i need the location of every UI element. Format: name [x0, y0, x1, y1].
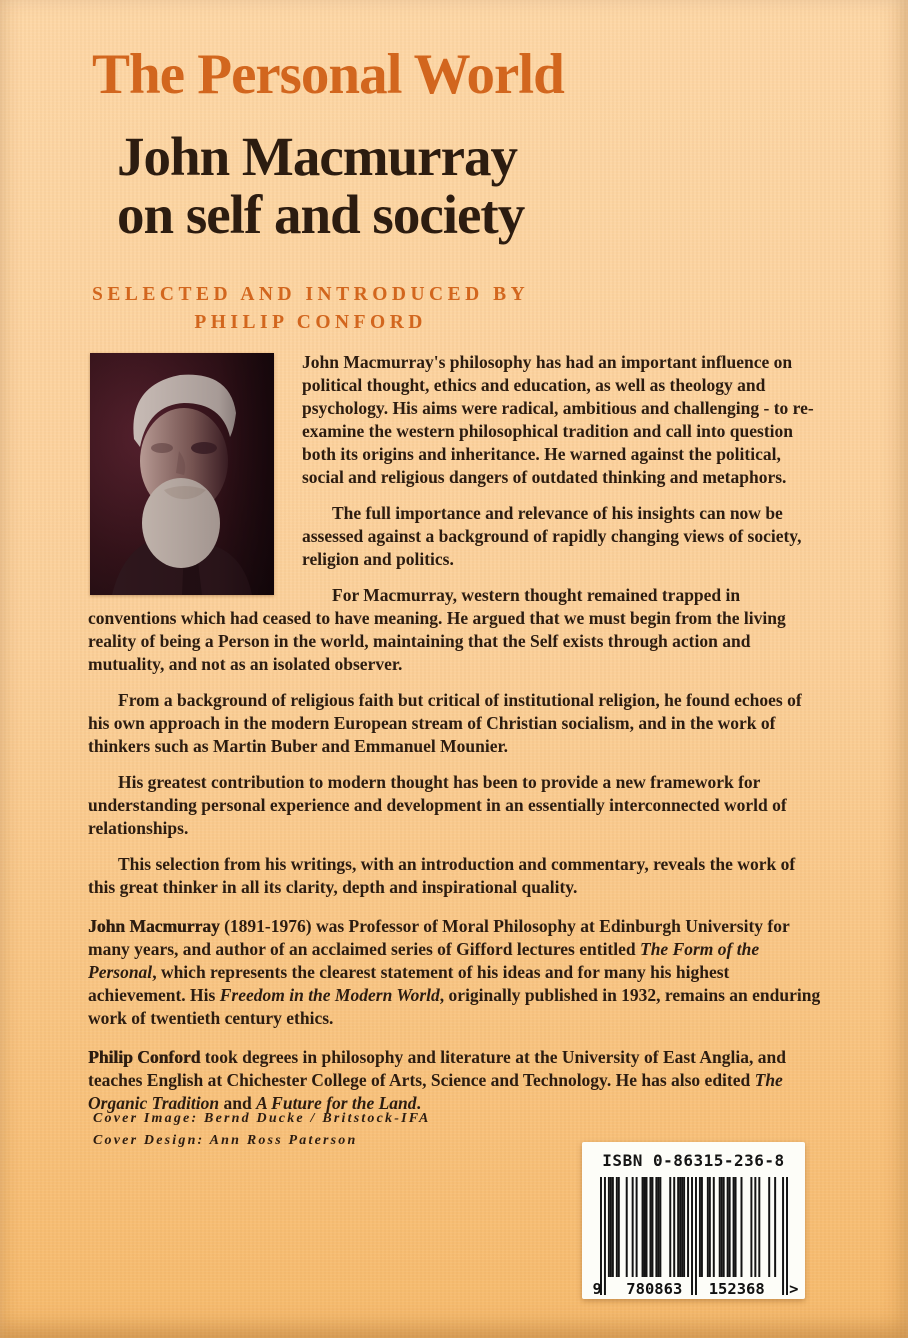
blurb-paragraph-3: For Macmurray, western thought remained trapped in conventions which had ceased to have meaning. He argued that we must begin from the living reality of being a Person in the world, maintaining that the Self exists through action and mutuality, and not as an isolated observer.: [88, 585, 786, 674]
blurb-paragraph-4: From a background of religious faith but critical of institutional religion, he found echoes of his own approach in the modern European stream of Christian socialism, and in the work of thinkers such as Martin Buber and Emmanuel Mounier.: [88, 690, 802, 756]
bio-text-segment: Philip Conford: [88, 1047, 201, 1067]
series-title: The Personal World: [92, 43, 564, 106]
credits: [93, 1108, 431, 1153]
barcode-digit-group-3: 152368: [708, 1279, 765, 1298]
byline-line2: PHILIP CONFORD: [194, 312, 427, 334]
barcode-trailer: >: [789, 1279, 799, 1298]
bio-text-segment: The Organic Tradition: [88, 1070, 783, 1113]
blurb-section: [88, 351, 824, 1115]
byline-line1: SELECTED AND INTRODUCED BY: [92, 284, 530, 305]
bio-text-segment: A Future for the Land: [256, 1093, 417, 1113]
author-bio-macmurray: [88, 915, 824, 1030]
cover-image-credit: Cover Image: Bernd Ducke / Britstock-IFA: [93, 1111, 431, 1126]
barcode-digit-group-1: 9: [592, 1279, 602, 1298]
editor-bio-conford: [88, 1046, 824, 1115]
author-photo: [90, 353, 274, 595]
byline: [92, 281, 529, 338]
blurb-paragraph-2: The full importance and relevance of his insights can now be assessed against a background of rapidly changing views of society, religion and politics.: [302, 503, 802, 569]
bio-text-segment: .: [416, 1093, 421, 1113]
bio-text-segment: The Form of the Personal: [88, 939, 760, 982]
ean13-barcode: [592, 1177, 799, 1298]
author-portrait-illustration: [90, 353, 274, 595]
bio-text-segment: took degrees in philosophy and literature at the University of East Anglia, and teaches English at Chichester College of Arts, Science and Technology. He has also edited: [88, 1047, 786, 1090]
cover-design-credit: Cover Design: Ann Ross Paterson: [93, 1133, 358, 1149]
bio-text-segment: (1891-1976) was Professor of Moral Philosophy at Edinburgh University for many years, and author of an acclaimed series of Gifford lectures entitled: [88, 916, 790, 959]
book-title-line2: on self and society: [117, 184, 525, 246]
barcode-bars: [600, 1177, 788, 1295]
isbn-panel: [582, 1142, 805, 1299]
blurb-paragraph-1: John Macmurray's philosophy has had an important influence on political thought, ethics and education, as well as theology and psychology. His aims were radical, ambitious and challenging - to re-examine the western philosophical tradition and call into question both its origins and inheritance. He warned against the political, social and religious dangers of outdated thinking and metaphors.: [302, 352, 814, 487]
isbn-label: ISBN 0-86315-236-8: [602, 1151, 785, 1170]
barcode-digit-group-2: 780863: [626, 1279, 683, 1298]
book-title-line1: John Macmurray: [117, 126, 517, 187]
bio-text-segment: , originally published in 1932, remains an enduring work of twentieth century ethics.: [88, 985, 821, 1028]
bio-text-segment: John Macmurray: [88, 916, 220, 936]
bio-text-segment: , which represents the clearest statement of his ideas and for many his highest achievement. His: [88, 962, 730, 1005]
bio-text-segment: and: [219, 1093, 257, 1113]
barcode-digits: [593, 1281, 799, 1298]
bio-text-segment: Freedom in the Modern World: [219, 985, 440, 1005]
blurb-paragraph-6: This selection from his writings, with an introduction and commentary, reveals the work of this great thinker in all its clarity, depth and inspirational quality.: [88, 854, 796, 897]
book-title: [117, 128, 524, 245]
blurb-paragraph-5: His greatest contribution to modern thought has been to provide a new framework for understanding personal experience and development in an essentially interconnected world of relationships.: [88, 772, 787, 838]
